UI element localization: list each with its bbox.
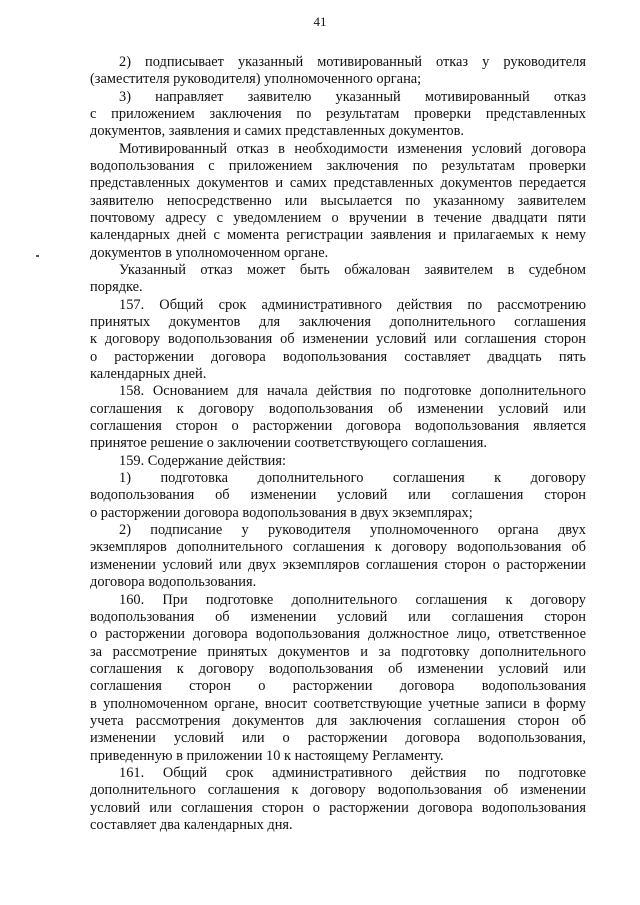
text-line: 1) подготовка дополнительного соглашения к договору [119,470,586,486]
text-line: к договору водопользования об изменении условий или соглашения сторон [90,331,586,347]
text-line: дополнительного соглашения к договору водопользования об изменении [90,782,586,798]
text-line: заявителю непосредственно или высылается по указанному заявителем [90,193,586,209]
text-line: договора водопользования. [90,574,257,590]
text-line: изменении условий или о расторжении договора водопользования, [90,730,586,746]
text-line: о расторжении договора водопользования составляет двадцать пять [90,349,586,365]
text-line: 2) подписывает указанный мотивированный отказ у руководителя [119,54,586,70]
text-line: экземпляров дополнительного соглашения к договору водопользования об [90,539,586,555]
text-line: водопользования об изменении условий или соглашения сторон [90,609,586,625]
text-line: о расторжении договора водопользования в двух экземплярах; [90,505,473,521]
text-line: календарных дней. [90,366,207,382]
text-line: почтовому адресу с уведомлением о вручении в течение двадцати пяти [90,210,586,226]
margin-mark [36,255,39,257]
text-line: (заместителя руководителя) уполномоченного органа; [90,71,422,87]
text-line: водопользования об изменении условий или соглашения сторон [90,487,586,503]
page-number: 41 [313,14,327,29]
text-line: 158. Основанием для начала действия по подготовке дополнительного [119,383,586,399]
text-line: в уполномоченном органе, вносит соответствующие учетные записи в форму [90,696,586,712]
text-line: учета рассмотрения документов для заключения соглашения сторон об [90,713,586,729]
text-line: Указанный отказ может быть обжалован заявителем в судебном [119,262,586,278]
text-line: документов, заявления и самих представленных документов. [90,123,465,139]
text-line: соглашения к договору водопользования об изменении условий или [90,661,586,677]
text-line: принятых документов для заключения дополнительного соглашения [90,314,586,330]
text-line: порядке. [90,279,143,295]
text-line: 160. При подготовке дополнительного соглашения к договору [119,592,586,608]
text-line: 2) подписание у руководителя уполномоченного органа двух [119,522,586,538]
text-line: соглашения сторон о расторжении договора водопользования является [90,418,586,434]
text-line: Мотивированный отказ в необходимости изменения условий договора [119,141,586,157]
text-line: соглашения сторон о расторжении договора водопользования [90,678,586,694]
text-line: принятое решение о заключении соответствующего соглашения. [90,435,487,451]
text-line: 3) направляет заявителю указанный мотивированный отказ [119,89,586,105]
text-line: с приложением заключения по результатам проверки представленных [90,106,586,122]
text-line: изменении условий или двух экземпляров соглашения сторон о расторжении [90,557,586,573]
text-line: 159. Содержание действия: [119,453,286,469]
text-line: 161. Общий срок административного действия по подготовке [119,765,586,781]
text-line: представленных документов и самих представленных документов передается [90,175,586,191]
text-line: о расторжении договора водопользования должностное лицо, ответственное [90,626,586,642]
text-line: приведенную в приложении 10 к настоящему Регламенту. [90,748,444,764]
text-line: за рассмотрение принятых документов и за подготовку дополнительного [90,644,586,660]
text-line: водопользования с приложением заключения по результатам проверки [90,158,586,174]
text-line: соглашения к договору водопользования об изменении условий или [90,401,586,417]
text-line: календарных дней с момента регистрации заявления и прилагаемых к нему [90,227,586,243]
text-line: 157. Общий срок административного действия по рассмотрению [119,297,586,313]
text-line: составляет два календарных дня. [90,817,293,833]
text-line: документов в уполномоченном органе. [90,245,329,261]
text-line: условий или соглашения сторон о расторжении договора водопользования [90,800,586,816]
